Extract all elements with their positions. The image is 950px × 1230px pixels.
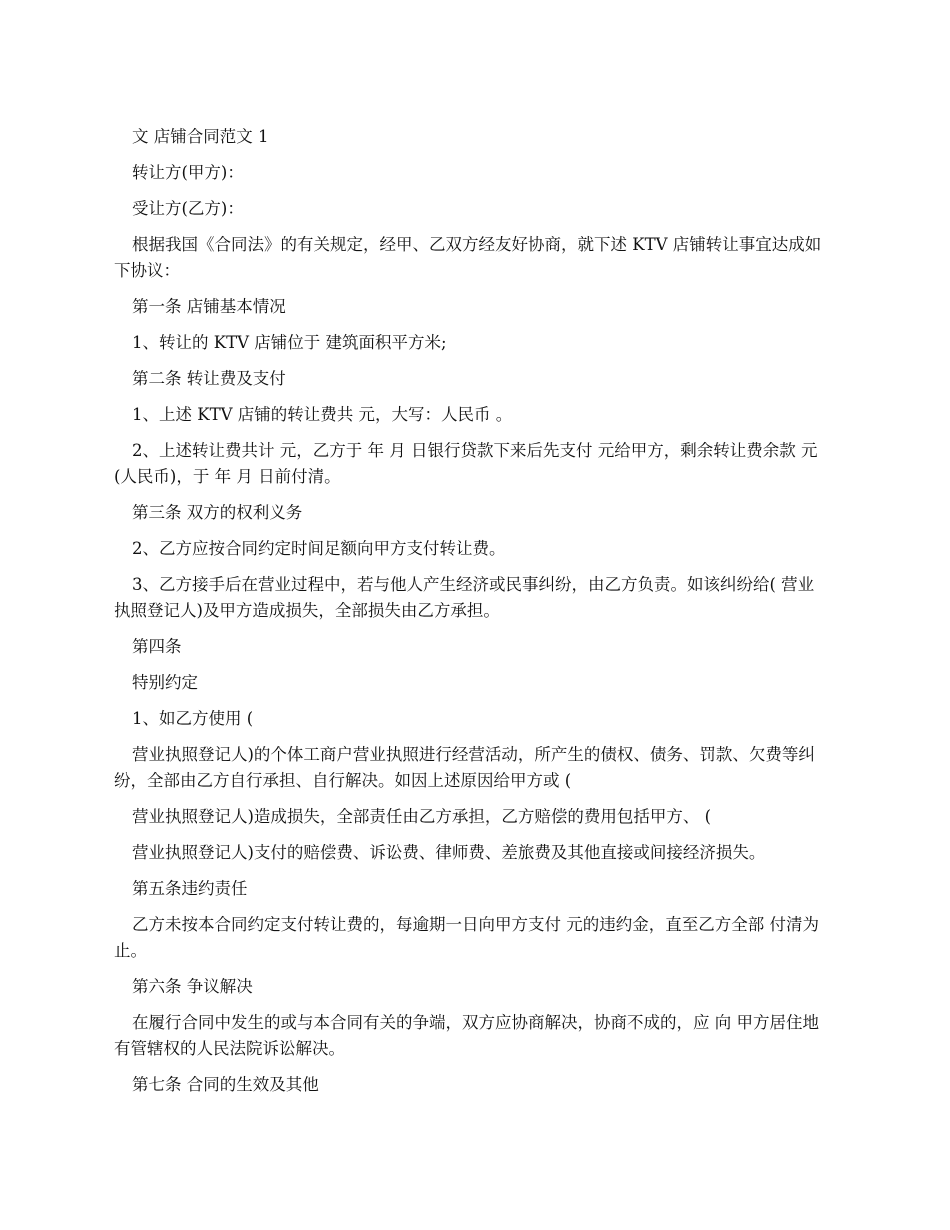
document-title: 文 店铺合同范文 1	[132, 127, 269, 146]
article-4-clause-1: 1、如乙方使用 (	[132, 709, 254, 728]
article-6-heading: 第六条 争议解决	[132, 977, 253, 996]
article-5-clause: 乙方未按本合同约定支付转让费的，每逾期一日向甲方支付 元的违约金，直至乙方全部 付清为止。	[114, 915, 819, 960]
article-4-clause-1-liability: 营业执照登记人)造成损失，全部责任由乙方承担，乙方赔偿的费用包括甲方、 (	[132, 807, 712, 826]
article-1-heading: 第一条 店铺基本情况	[132, 297, 286, 316]
article-2-heading: 第二条 转让费及支付	[132, 369, 286, 388]
article-2-clause-1: 1、上述 KTV 店铺的转让费共 元，大写：人民币 。	[132, 405, 513, 424]
article-4-subheading: 特别约定	[132, 673, 198, 692]
article-3-clause-2: 2、乙方应按合同约定时间足额向甲方支付转让费。	[132, 539, 506, 558]
article-3-heading: 第三条 双方的权利义务	[132, 503, 303, 522]
transferee-line: 受让方(乙方)：	[132, 199, 244, 218]
article-1-clause-1: 1、转让的 KTV 店铺位于 建筑面积平方米;	[132, 333, 447, 352]
contract-document	[114, 124, 830, 1108]
article-7-heading: 第七条 合同的生效及其他	[132, 1075, 319, 1094]
article-3-clause-3: 3、乙方接手后在营业过程中，若与他人产生经济或民事纠纷，由乙方负责。如该纠纷给( 营业执照登记人)及甲方造成损失，全部损失由乙方承担。	[114, 575, 815, 620]
article-2-clause-2: 2、上述转让费共计 元，乙方于 年 月 日银行贷款下来后先支付 元给甲方，剩余转让费余款 元(人民币)，于 年 月 日前付清。	[114, 441, 818, 486]
article-4-clause-1-costs: 营业执照登记人)支付的赔偿费、诉讼费、律师费、差旅费及其他直接或间接经济损失。	[132, 843, 766, 862]
transferor-line: 转让方(甲方)：	[132, 163, 244, 182]
article-4-clause-1-continued: 营业执照登记人)的个体工商户营业执照进行经营活动，所产生的债权、债务、罚款、欠费等纠纷，全部由乙方自行承担、自行解决。如因上述原因给甲方或 (	[114, 745, 815, 790]
article-6-clause: 在履行合同中发生的或与本合同有关的争端，双方应协商解决，协商不成的，应 向 甲方居住地有管辖权的人民法院诉讼解决。	[114, 1013, 819, 1058]
article-5-heading: 第五条违约责任	[132, 879, 248, 898]
preamble-paragraph: 根据我国《合同法》的有关规定，经甲、乙双方经友好协商，就下述 KTV 店铺转让事宜达成如下协议：	[114, 235, 822, 280]
article-4-heading: 第四条	[132, 637, 182, 656]
